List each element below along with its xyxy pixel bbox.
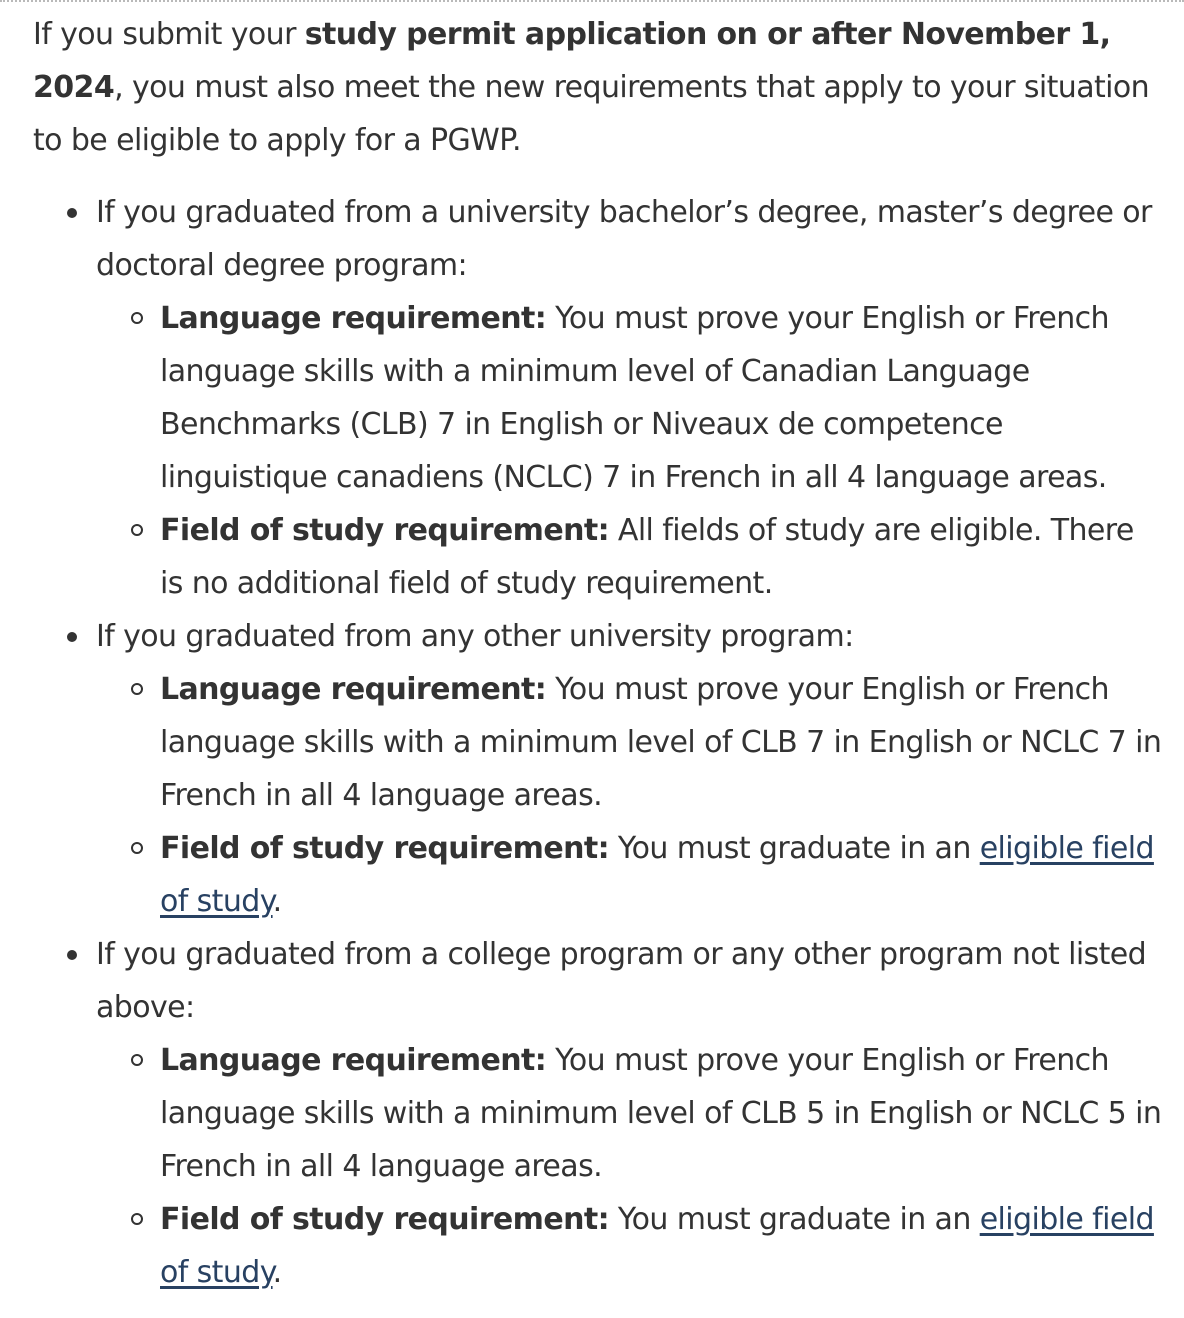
intro-suffix: , you must also meet the new requirements that apply to your situation to be eligible to apply for a PGWP.: [33, 70, 1150, 158]
sub-requirements-list: [96, 1034, 1163, 1299]
requirement-text: You must graduate in an: [608, 831, 980, 866]
requirement-label: Field of study requirement:: [160, 1202, 609, 1237]
eligible-field-of-study-link[interactable]: eligible field of study: [160, 831, 1154, 919]
requirement-text: All fields of study are eligible. There is no additional field of study requirement.: [160, 513, 1134, 601]
requirement-text: You must prove your English or French language skills with a minimum level of CLB 7 in English or NCLC 7 in French in all 4 language areas.: [160, 672, 1162, 813]
intro-prefix: If you submit your: [33, 17, 305, 52]
list-item-heading: If you graduated from a university bachelor’s degree, master’s degree or doctoral degree program:: [96, 195, 1152, 283]
field-of-study-requirement-item: [160, 822, 1163, 928]
pgwp-requirements-section: [33, 8, 1163, 1299]
requirement-label: Field of study requirement:: [160, 513, 609, 548]
list-item-heading: If you graduated from a college program or any other program not listed above:: [96, 937, 1147, 1025]
requirement-label: Field of study requirement:: [160, 831, 609, 866]
requirement-label: Language requirement:: [160, 1043, 547, 1078]
language-requirement-item: [160, 292, 1163, 504]
list-item-other-university: [96, 610, 1163, 928]
requirement-label: Language requirement:: [160, 301, 547, 336]
list-item-university-degree: [96, 186, 1163, 610]
requirement-text: You must prove your English or French language skills with a minimum level of CLB 5 in English or NCLC 5 in French in all 4 language areas.: [160, 1043, 1162, 1184]
sentence-end: .: [272, 1255, 282, 1290]
requirement-label: Language requirement:: [160, 672, 547, 707]
list-item-heading: If you graduated from any other university program:: [96, 619, 854, 654]
field-of-study-requirement-item: [160, 504, 1163, 610]
list-item-college-program: [96, 928, 1163, 1299]
field-of-study-requirement-item: [160, 1193, 1163, 1299]
top-divider: [0, 0, 1184, 2]
language-requirement-item: [160, 1034, 1163, 1193]
eligible-field-of-study-link[interactable]: eligible field of study: [160, 1202, 1154, 1290]
requirements-list: [33, 186, 1163, 1299]
intro-paragraph: [33, 8, 1163, 167]
sentence-end: .: [272, 884, 282, 919]
language-requirement-item: [160, 663, 1163, 822]
sub-requirements-list: [96, 292, 1163, 610]
intro-emphasis: study permit application on or after November 1, 2024: [33, 17, 1111, 105]
requirement-text: You must prove your English or French language skills with a minimum level of Canadian Language Benchmarks (CLB) 7 in English or Niveaux de competence linguistique canadiens (NCLC) 7 in French in all 4 language areas.: [160, 301, 1109, 495]
sub-requirements-list: [96, 663, 1163, 928]
requirement-text: You must graduate in an: [608, 1202, 980, 1237]
